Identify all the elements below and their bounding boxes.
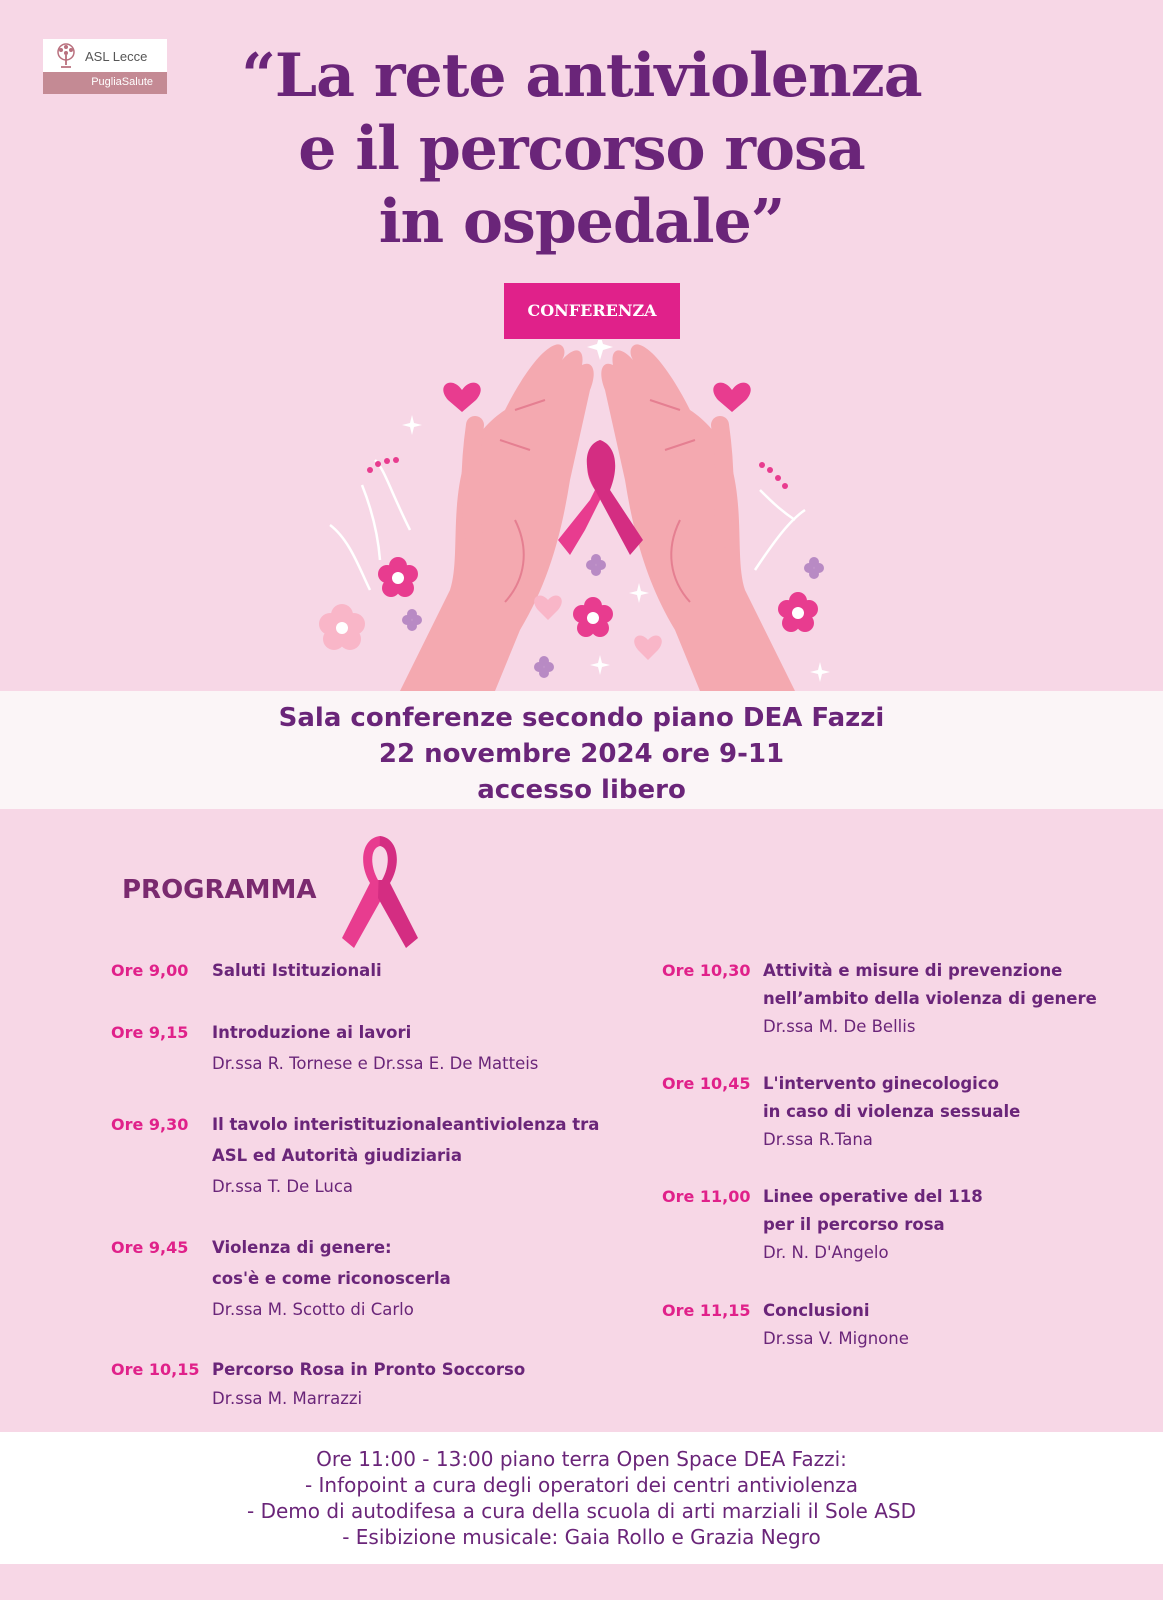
program-title: ASL ed Autorità giudiziaria — [212, 1146, 462, 1165]
program-title: Percorso Rosa in Pronto Soccorso — [212, 1360, 526, 1379]
program-speaker: Dr. N. D'Angelo — [763, 1243, 889, 1262]
program-title: L'intervento ginecologico — [763, 1074, 999, 1093]
venue-date: 22 novembre 2024 ore 9-11 — [378, 739, 785, 769]
program-title: per il percorso rosa — [763, 1215, 945, 1234]
footer-line-1: Ore 11:00 - 13:00 piano terra Open Space DEA Fazzi: — [316, 1447, 847, 1471]
right-hand-icon — [601, 344, 795, 691]
program-title: Violenza di genere: — [212, 1238, 392, 1257]
hands-ribbon-illustration — [300, 340, 860, 691]
footer-line-2: - Infopoint a cura degli operatori dei centri antiviolenza — [304, 1473, 859, 1497]
program-time: Ore 9,30 — [111, 1115, 189, 1134]
venue-access: accesso libero — [477, 775, 686, 805]
title-line-1: “La rete antiviolenza — [241, 41, 922, 111]
program-title: Il tavolo interistituzionaleantiviolenza tra — [212, 1115, 600, 1134]
heart-icon — [634, 635, 662, 660]
page-title — [0, 40, 1163, 259]
heart-icon — [534, 595, 562, 620]
program-title: Linee operative del 118 — [763, 1187, 983, 1206]
program-speaker: Dr.ssa V. Mignone — [763, 1329, 909, 1348]
flower-icon — [778, 592, 818, 632]
program-time: Ore 9,15 — [111, 1023, 189, 1042]
program-title: in caso di violenza sessuale — [763, 1102, 1021, 1121]
conferenza-badge: CONFERENZA — [504, 283, 680, 339]
heart-icon — [713, 383, 750, 412]
venue-line-1: Sala conferenze secondo piano DEA Fazzi — [278, 703, 885, 733]
venue-info-band — [0, 691, 1163, 809]
program-speaker: Dr.ssa M. De Bellis — [763, 1017, 916, 1036]
program-time: Ore 10,15 — [111, 1360, 200, 1379]
logo-asl-text: ASL Lecce — [85, 49, 148, 64]
flower-icon — [573, 597, 613, 637]
pink-ribbon-icon — [340, 828, 420, 953]
footer-band — [0, 1432, 1163, 1564]
left-hand-icon — [400, 344, 594, 691]
program-title: nell’ambito della violenza di genere — [763, 989, 1097, 1008]
program-speaker: Dr.ssa M. Marrazzi — [212, 1389, 363, 1408]
footer-line-4: - Esibizione musicale: Gaia Rollo e Grazia Negro — [342, 1525, 821, 1549]
program-speaker: Dr.ssa R.Tana — [763, 1130, 873, 1149]
program-title: Saluti Istituzionali — [212, 961, 382, 980]
program-time: Ore 10,45 — [662, 1074, 751, 1093]
program-time: Ore 11,15 — [662, 1301, 751, 1320]
flower-icon — [319, 604, 365, 650]
title-line-3: in ospedale” — [378, 187, 785, 257]
program-title: cos'è e come riconoscerla — [212, 1269, 451, 1288]
heart-icon — [443, 383, 480, 412]
title-line-2: e il percorso rosa — [298, 114, 865, 184]
programma-heading: PROGRAMMA — [122, 875, 317, 905]
program-time: Ore 9,00 — [111, 961, 189, 980]
program-title: Attività e misure di prevenzione — [763, 961, 1063, 980]
footer-line-3: - Demo di autodifesa a cura della scuola di arti marziali il Sole ASD — [247, 1499, 916, 1523]
program-time: Ore 11,00 — [662, 1187, 751, 1206]
program-speaker: Dr.ssa M. Scotto di Carlo — [212, 1300, 414, 1319]
program-time: Ore 9,45 — [111, 1238, 189, 1257]
program-time: Ore 10,30 — [662, 961, 751, 980]
program-speaker: Dr.ssa R. Tornese e Dr.ssa E. De Matteis — [212, 1054, 539, 1073]
program-speaker: Dr.ssa T. De Luca — [212, 1177, 354, 1196]
flower-icon — [378, 557, 418, 597]
program-title: Conclusioni — [763, 1301, 870, 1320]
program-title: Introduzione ai lavori — [212, 1023, 412, 1042]
logo-puglia-text: PugliaSalute — [91, 76, 153, 88]
